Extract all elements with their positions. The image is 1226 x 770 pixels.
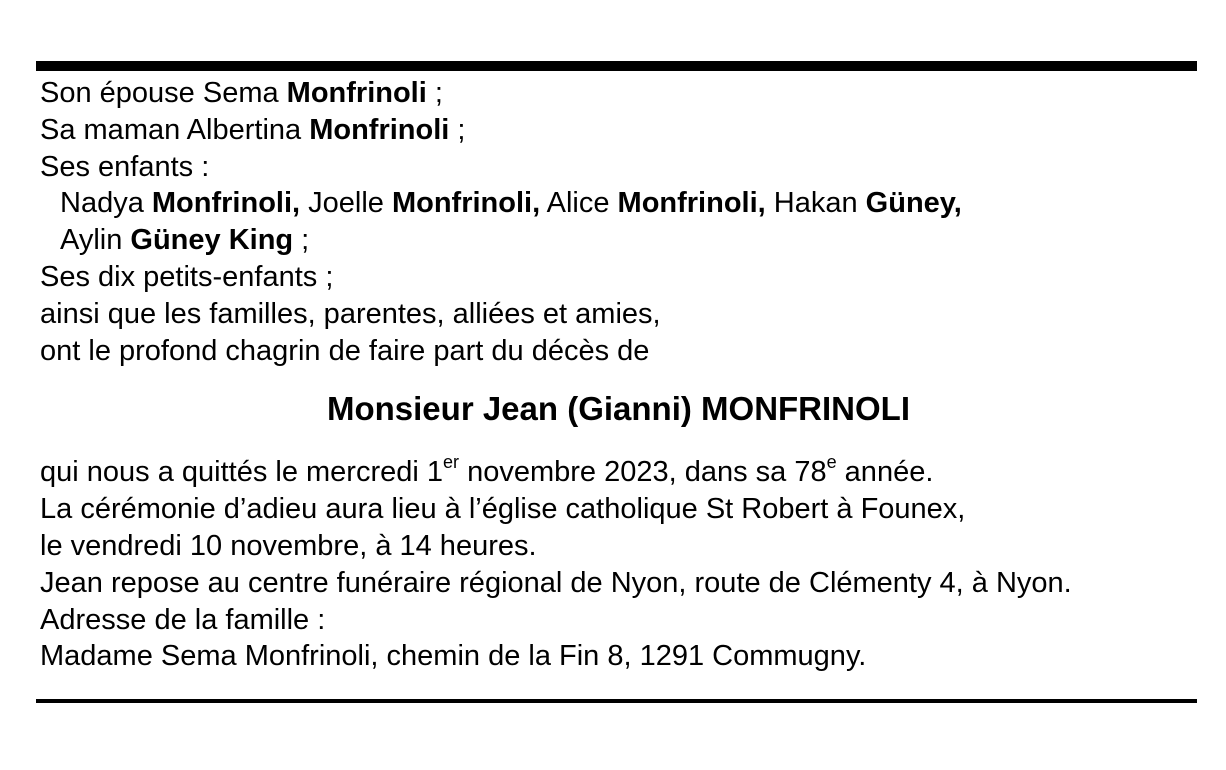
mother-line: Sa maman Albertina Monfrinoli ; bbox=[40, 113, 466, 146]
children-line-1: Nadya Monfrinoli, Joelle Monfrinoli, Alice Monfrinoli, Hakan Güney, bbox=[60, 187, 962, 220]
grandchildren-line: Ses dix petits-enfants ; bbox=[40, 260, 334, 293]
ceremony-line: La cérémonie d’adieu aura lieu à l’église catholique St Robert à Founex, bbox=[40, 493, 966, 526]
rest-place-line: Jean repose au centre funéraire régional de Nyon, route de Clémenty 4, à Nyon. bbox=[40, 566, 1072, 599]
death-notice bbox=[36, 61, 1197, 675]
ceremony-time-line: le vendredi 10 novembre, à 14 heures. bbox=[40, 529, 537, 562]
address-line: Madame Sema Monfrinoli, chemin de la Fin 8, 1291 Commugny. bbox=[40, 640, 867, 673]
bottom-rule bbox=[36, 699, 1197, 703]
announcement-line: ont le profond chagrin de faire part du décès de bbox=[40, 334, 650, 367]
top-rule bbox=[36, 61, 1197, 71]
details-block bbox=[36, 451, 1197, 675]
deceased-name: Monsieur Jean (Gianni) MONFRINOLI bbox=[326, 390, 911, 428]
families-line: ainsi que les familles, parentes, alliées et amies, bbox=[40, 297, 661, 330]
children-heading: Ses enfants : bbox=[40, 150, 210, 183]
spouse-line: Son épouse Sema Monfrinoli ; bbox=[40, 77, 443, 109]
children-line-2: Aylin Güney King ; bbox=[60, 224, 310, 257]
address-heading: Adresse de la famille : bbox=[40, 603, 326, 636]
family-block bbox=[36, 75, 1197, 369]
passing-date-line: qui nous a quittés le mercredi 1er novembre 2023, dans sa 78e année. bbox=[40, 451, 934, 489]
